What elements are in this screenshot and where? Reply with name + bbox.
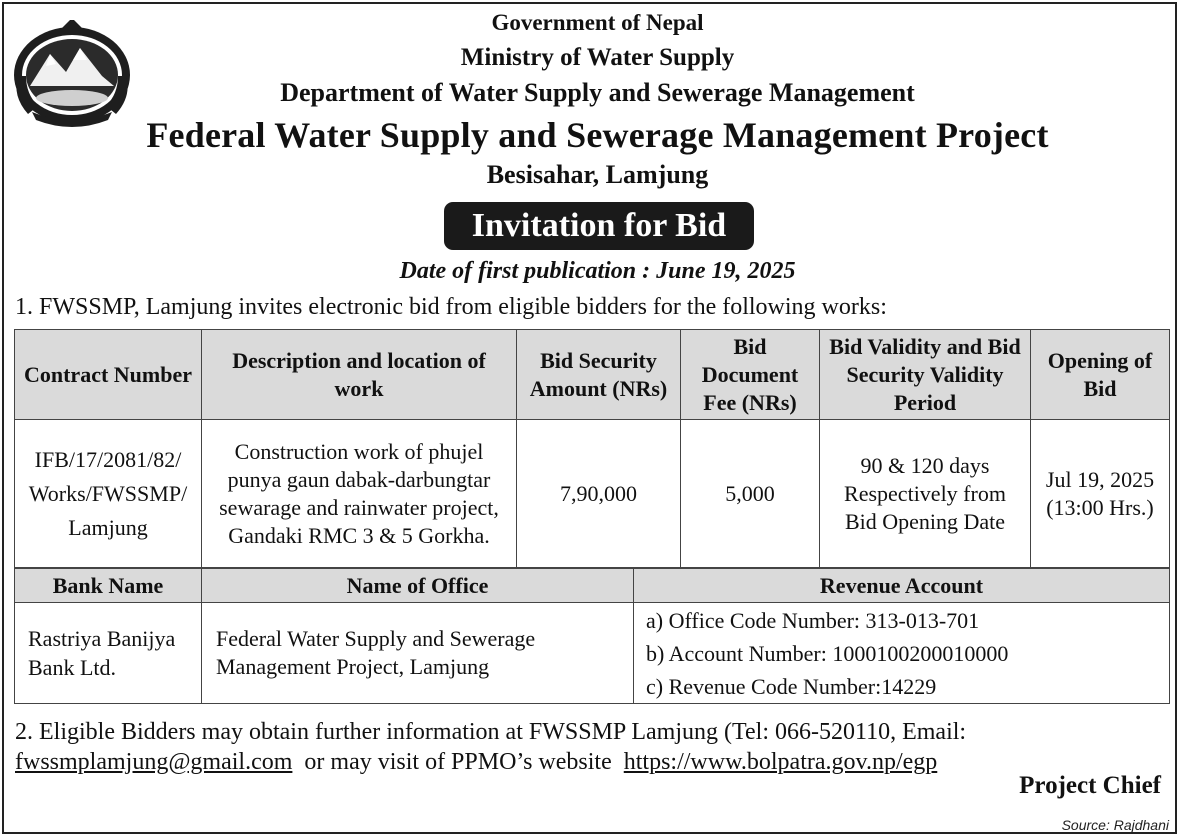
bid-table-header-row <box>15 330 1170 420</box>
publication-date: Date of first publication : June 19, 2025 <box>399 258 796 284</box>
header-validity: Bid Validity and Bid Security Validity Period <box>820 330 1031 420</box>
header-revenue-account: Revenue Account <box>634 569 1170 603</box>
header-office-name: Name of Office <box>202 569 634 603</box>
header-bank-name: Bank Name <box>15 569 202 603</box>
opening-cell: Jul 19, 2025 (13:00 Hrs.) <box>1031 420 1170 568</box>
header-bid-security: Bid Security Amount (NRs) <box>517 330 681 420</box>
contact-line-1: 2. Eligible Bidders may obtain further information at FWSSMP Lamjung (Tel: 066-520110, Email: <box>15 719 967 745</box>
header-opening: Opening of Bid <box>1031 330 1170 420</box>
nepal-emblem-icon <box>10 20 135 128</box>
contract-number-cell: IFB/17/2081/82/ Works/FWSSMP/ Lamjung <box>15 420 202 568</box>
office-code-line: a) Office Code Number: 313-013-701 <box>646 607 980 633</box>
ministry-title: Ministry of Water Supply <box>460 44 735 71</box>
contact-connector-text: or may visit of PPMO’s website <box>304 749 612 775</box>
office-name-cell: Federal Water Supply and Sewerage Management Project, Lamjung <box>202 603 634 704</box>
table-row <box>15 603 1170 704</box>
department-title: Department of Water Supply and Sewerage Management <box>280 78 915 107</box>
bank-details-table <box>14 568 1170 704</box>
account-number-line: b) Account Number: 1000100200010000 <box>646 640 1009 666</box>
header-contract-number: Contract Number <box>15 330 202 420</box>
email-link[interactable]: fwssmplamjung@gmail.com <box>15 749 293 775</box>
header-description: Description and location of work <box>202 330 517 420</box>
project-title: Federal Water Supply and Sewerage Management Project <box>146 115 1049 155</box>
bank-table-header-row <box>15 569 1170 603</box>
bid-details-table <box>14 329 1170 568</box>
contact-paragraph <box>15 717 966 777</box>
revenue-code-line: c) Revenue Code Number:14229 <box>646 673 937 699</box>
project-location: Besisahar, Lamjung <box>486 160 709 189</box>
government-title: Government of Nepal <box>491 10 704 35</box>
contact-line-2 <box>15 747 966 777</box>
bank-name-cell: Rastriya Banijya Bank Ltd. <box>15 603 202 704</box>
description-cell: Construction work of phujel punya gaun dabak-darbungtar sewarage and rainwater project, Gandaki RMC 3 & 5 Gorkha. <box>202 420 517 568</box>
signature: Project Chief <box>1019 772 1161 799</box>
invitation-for-bid-badge: Invitation for Bid <box>444 202 754 250</box>
table-row <box>15 420 1170 568</box>
document-fee-cell: 5,000 <box>681 420 820 568</box>
revenue-account-cell <box>634 603 1170 704</box>
bid-security-cell: 7,90,000 <box>517 420 681 568</box>
source-credit: Source: Rajdhani <box>1061 817 1169 833</box>
validity-cell: 90 & 120 days Respectively from Bid Opening Date <box>820 420 1031 568</box>
header-document-fee: Bid Document Fee (NRs) <box>681 330 820 420</box>
website-link[interactable]: https://www.bolpatra.gov.np/egp <box>623 749 938 775</box>
intro-paragraph: 1. FWSSMP, Lamjung invites electronic bid from eligible bidders for the following works: <box>15 294 887 320</box>
